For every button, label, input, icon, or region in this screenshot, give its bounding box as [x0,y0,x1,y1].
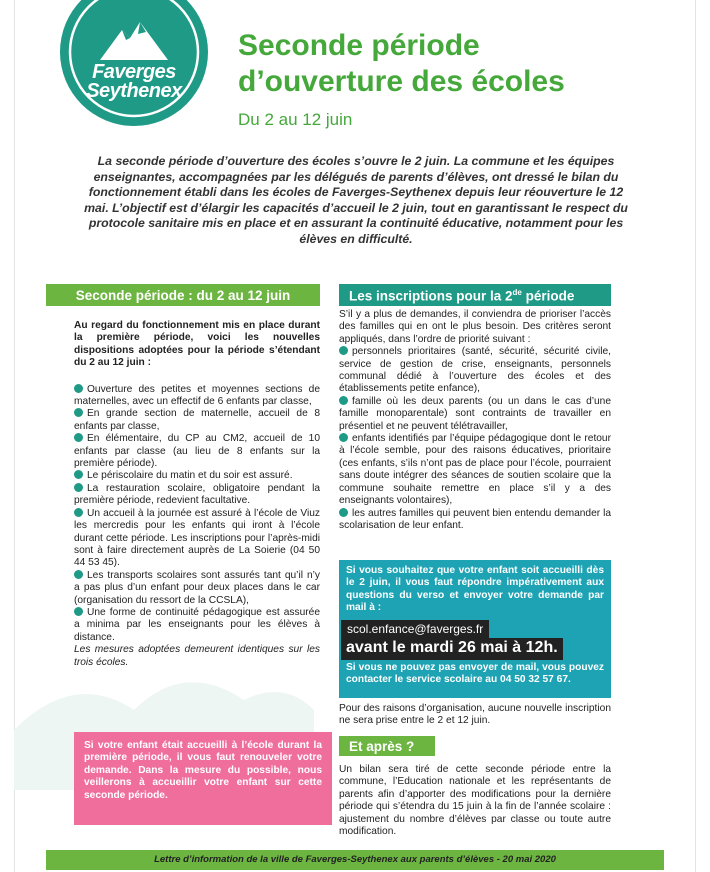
list-item-text: Un accueil à la journée est assuré à l’école de Viuz les mercredis pour les enfants qui iront à l’école durant cette période. Les inscriptions pour l’après-midi sont à faire directement auprès de La Soierie (04 50 44 53 45). [74,507,320,569]
list-item-text: La restauration scolaire, obligatoire pendant la première période, redevient facultative. [74,482,320,507]
list-item-text: personnels prioritaires (santé, sécurité, sécurité civile, service de gestion de crise, enseignants, personnels communal dédié à l’ouverture des écoles et des établissements petite enfance), [339,346,611,395]
list-item [74,433,320,470]
bullet-icon [74,408,83,417]
right-column [339,309,611,532]
list-item [74,483,320,508]
bullet-icon [339,396,348,405]
title-line-2: d’ouverture des écoles [238,65,565,98]
logo [60,0,208,126]
application-instructions: Si vous souhaitez que votre enfant soit accueilli dès le 2 juin, il vous faut répondre impérativement aux questions du verso et envoyer votre demande par mail à : [346,565,604,614]
list-item [74,508,320,570]
bullet-icon [74,384,83,393]
bullet-icon [339,508,348,517]
list-item [339,396,611,433]
logo-text-seythenex: Seythenex [86,80,182,102]
title-line-1: Seconde période [238,29,480,62]
organisation-note: Pour des raisons d’organisation, aucune nouvelle inscription ne sera prise entre le 2 et 12 juin. [339,703,611,727]
footer-banner: Lettre d’information de la ville de Faverges-Seythenex aux parents d’élèves - 20 mai 2020 [46,850,664,870]
list-item-text: En grande section de maternelle, accueil de 8 enfants par classe, [74,408,320,432]
bullet-icon [339,433,348,442]
left-column [74,320,320,669]
deadline-badge: avant le mardi 26 mai à 12h. [341,638,563,660]
list-item [74,570,320,607]
list-item [74,607,320,644]
section-header-et-apres: Et après ? [339,736,435,756]
bullet-icon [339,346,348,355]
list-item-text: famille où les deux parents (ou un dans le cas d’une famille monoparentale) sont contraints de travailler en présentiel et ne peuvent télétravailler, [339,395,611,432]
bullet-icon [74,607,83,616]
list-item-text: Une forme de continuité pédagogique est assurée a minima par les enseignants pour les élèves à distance. [74,606,320,643]
left-lead: Au regard du fonctionnement mis en place durant la première période, voici les nouvelles dispositions adoptées pour la période s’étendant du 2 au 12 juin : [74,320,320,369]
bullet-icon [74,508,83,517]
right-intro: S’il y a plus de demandes, il conviendra de prioriser l’accès des familles qui en ont le plus besoin. Des critères seront appliqués, dans l’ordre de priorité suivant : [339,309,611,345]
list-item [339,346,611,396]
list-item-text: Les transports scolaires sont assurés tant qu’il n’y a pas plus d’un enfant pour deux places dans le car (organisation du ressort de la CCSLA), [74,569,320,606]
et-apres-text: Un bilan sera tiré de cette seconde période entre la commune, l’Education nationale et les représentants de parents afin d’apporter des modifications pour la dernière période qui s’étendra du 15 juin à la fin de l’année scolaire : ajustement du nombre d’élèves par classe ou toute autre modification. [339,764,611,838]
section-header-inscriptions [339,284,611,306]
section-header-seconde-periode: Seconde période : du 2 au 12 juin [46,284,320,306]
bullet-icon [74,433,83,442]
list-item [339,508,611,533]
list-item-text: enfants identifiés par l’équipe pédagogique dont le retour à l’école semble, pour des raisons éducatives, prioritaire (ces enfants, s’ils n’ont pas de place pour l’école, pourraient sans doute intégrer des séances de soutien scolaire que la commune souhaite remettre en place s’il y a des enseignants volontaires), [339,433,611,507]
page-subtitle: Du 2 au 12 juin [238,110,353,129]
left-closing: Les mesures adoptées demeurent identiques sur les trois écoles. [74,644,320,668]
list-item-text: Le périscolaire du matin et du soir est assuré. [87,470,293,482]
list-item-text: les autres familles qui peuvent bien entendu demander la scolarisation de leur enfant. [339,507,611,531]
list-item-text: Ouverture des petites et moyennes sections de maternelles, avec un effectif de 6 enfants par classe, [74,383,320,408]
header-sup: de [512,288,522,297]
list-item [74,384,320,409]
header-tail: période [521,288,575,304]
list-item [74,470,320,482]
email-link[interactable]: scol.enfance@faverges.fr [341,620,489,638]
bullet-icon [74,470,83,479]
bullet-icon [74,483,83,492]
page-title [238,28,678,100]
list-item-text: En élémentaire, du CP au CM2, accueil de 10 enfants par classe (au lieu de 8 enfants sur la première période). [74,433,320,470]
list-item [74,408,320,433]
phone-contact-text: Si vous ne pouvez pas envoyer de mail, vous pouvez contacter le service scolaire au 04 50 32 57 67. [346,662,604,686]
intro-paragraph: La seconde période d’ouverture des écoles s’ouvre le 2 juin. La commune et les équipes enseignantes, accompagnées par les délégués de parents d’élèves, ont dressé le bilan du fonctionnement établi dans les écoles de Faverges-Seythenex depuis leur réouverture le 12 mai. L’objectif est d’élargir les capacités d’accueil le 2 juin, tout en garantissant le respect du protocole sanitaire mis en place et en assurant la continuité éducative, notamment pour les élèves en difficulté. [84,154,628,246]
list-item [339,433,611,507]
renewal-notice-box: Si votre enfant était accueilli à l’école durant la première période, il vous faut renouveler votre demande. Dans la mesure du possible, nous veillerons à accueillir votre enfant sur cette seconde période. [74,732,332,825]
bullet-icon [74,570,83,579]
header-text: Les inscriptions pour la 2 [349,288,513,304]
logo-text-faverges: Faverges [92,61,176,83]
